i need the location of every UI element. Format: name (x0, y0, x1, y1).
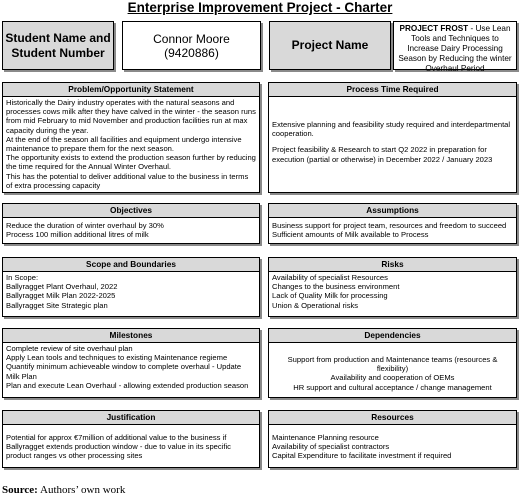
milestones-heading: Milestones (3, 329, 259, 343)
dependencies-heading: Dependencies (269, 329, 516, 343)
source-text: Authors’ own work (37, 484, 126, 496)
scope-line: In Scope: (6, 273, 39, 282)
process-time-line: Project feasibility & Research to start Q2 2022 in preparation for execution (partial or otherwise) in December 2022 / January 2023 (272, 145, 493, 164)
resources-line: Availability of specialist contractors (272, 442, 390, 452)
charter-title: Enterprise Improvement Project - Charter (127, 0, 393, 15)
justification-panel (2, 410, 260, 468)
scope-line: Ballyragget Site Strategic plan (6, 300, 108, 310)
milestones-line: Complete review of site overhaul plan (6, 344, 133, 353)
problem-line: At the end of the season all facilities and equipment undergo intensive maintenance to prepare them for the next season. (6, 134, 242, 154)
resources-body (269, 433, 516, 467)
milestones-panel (2, 328, 260, 398)
objectives-heading: Objectives (3, 204, 259, 218)
assumptions-line: Sufficient amounts of Milk available to Process (272, 230, 429, 240)
source-caption (2, 484, 125, 497)
assumptions-heading: Assumptions (269, 204, 516, 218)
resources-line: Maintenance Planning resource (272, 433, 379, 442)
project-label: Project Name (291, 38, 369, 52)
risks-line: Changes to the business environment (272, 282, 400, 292)
risks-line: Availability of specialist Resources (272, 273, 388, 282)
risks-line: Lack of Quality Milk for processing (272, 291, 388, 301)
process-time-spacer (272, 138, 513, 145)
scope-panel (2, 257, 260, 317)
process-time-body (269, 120, 516, 192)
assumptions-line: Business support for project team, resources and freedom to succeed (272, 221, 507, 230)
assumptions-body (269, 221, 516, 243)
scope-heading: Scope and Boundaries (3, 258, 259, 272)
process-time-heading: Process Time Required (269, 83, 516, 97)
student-label: Student Name and Student Number (5, 30, 111, 60)
dependencies-line: Availability and cooperation of OEMs (330, 373, 455, 383)
resources-panel (268, 410, 517, 468)
problem-line: Historically the Dairy industry operates with the natural seasons and processes cows milk after they have calved in the winter - the season runs from mid February to mid November and production facilities run at max capacity during the year. (6, 98, 256, 135)
objectives-panel (2, 203, 260, 244)
objectives-body (3, 221, 259, 243)
risks-heading: Risks (269, 258, 516, 272)
milestones-line: Quantify minimum achieveable window to complete overhaul - Update Milk Plan (6, 362, 242, 381)
dependencies-line: Support from production and Maintenance teams (resources & flexibility) (287, 355, 498, 374)
dependencies-body (269, 355, 516, 397)
project-name-box (393, 21, 517, 73)
scope-line: Ballyragget Plant Overhaul, 2022 (6, 282, 118, 292)
risks-line: Union & Operational risks (272, 300, 359, 310)
student-label-box (2, 21, 114, 70)
risks-panel (268, 257, 517, 317)
scope-body (3, 273, 259, 316)
justification-heading: Justification (3, 411, 259, 425)
project-name-bold: PROJECT FROST (399, 24, 469, 33)
justification-body (3, 433, 259, 467)
problem-body (3, 98, 259, 192)
assumptions-panel (268, 203, 517, 244)
resources-line: Capital Expenditure to facilitate investment if required (272, 451, 452, 461)
problem-line: This has the potential to deliver additional value to the business in terms of extra processing capacity (6, 171, 249, 190)
dependencies-line: HR support and cultural acceptance / change management (293, 382, 492, 392)
milestones-line: Apply Lean tools and techniques to existing Maintenance regieme (6, 353, 228, 363)
dependencies-panel (268, 328, 517, 398)
student-number: (9420886) (164, 45, 219, 60)
problem-panel (2, 82, 260, 193)
justification-line: Potential for approx €7million of additional value to the business if Ballyragget extends production window - due to value in its specific product ranges vs other processing sites (6, 433, 231, 461)
objectives-line: Process 100 million additional litres of milk (6, 230, 149, 240)
student-value-box (122, 21, 261, 70)
objectives-line: Reduce the duration of winter overhaul by 30% (6, 221, 164, 230)
problem-line: The opportunity exists to extend the production season further by reducing the time required for the Annual Winter Overhaul. (6, 153, 256, 172)
process-time-panel (268, 82, 517, 193)
milestones-body (3, 344, 259, 397)
problem-heading: Problem/Opportunity Statement (3, 83, 259, 97)
milestones-line: Plan and execute Lean Overhaul - allowing extended production season (6, 380, 249, 390)
risks-body (269, 273, 516, 316)
scope-line: Ballyragget Milk Plan 2022-2025 (6, 291, 116, 301)
project-label-box (269, 21, 391, 70)
source-label: Source: (2, 484, 38, 496)
resources-heading: Resources (269, 411, 516, 425)
process-time-line: Extensive planning and feasibility study required and interdepartmental cooperation. (272, 120, 511, 139)
student-name: Connor Moore (153, 31, 230, 46)
project-name-rest: - Use Lean Tools and Techniques to Increase Dairy Processing Season by Reducing the winter Overhaul Period (398, 24, 512, 73)
